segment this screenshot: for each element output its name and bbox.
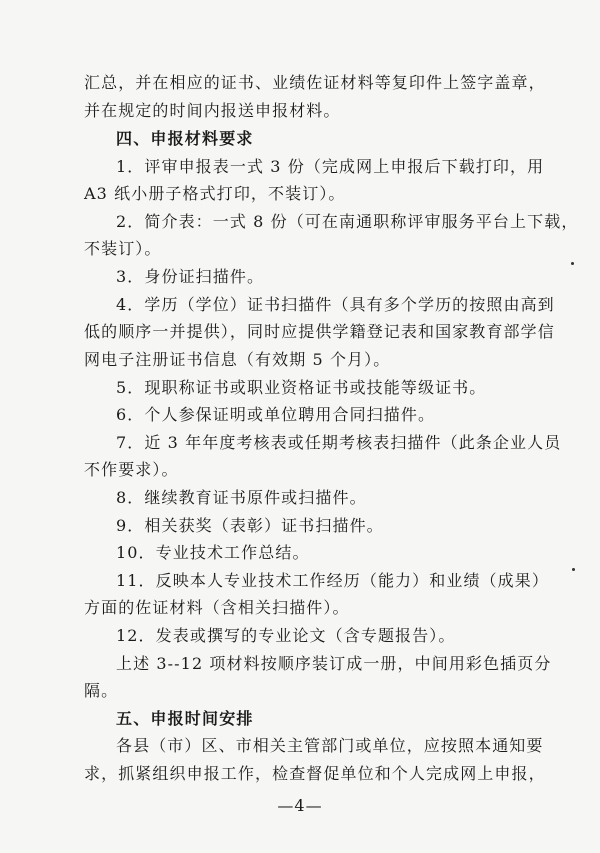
text-line: 并在规定的时间内报送申报材料。 (84, 101, 341, 120)
list-item-7: 7．近 3 年年度考核表或任期考核表扫描件（此条企业人员 (116, 433, 562, 452)
text-line: 求，抓紧组织申报工作，检查督促单位和个人完成网上申报， (84, 764, 546, 783)
section-heading-4: 四、申报材料要求 (116, 129, 254, 148)
list-item-4: 4．学历（学位）证书扫描件（具有多个学历的按照由高到 (116, 295, 555, 314)
text-line: 方面的佐证材料（含相关扫描件）。 (84, 598, 350, 617)
list-item-1: 1．评审申报表一式 3 份（完成网上申报后下载打印，用 (116, 157, 545, 176)
text-line: A3 纸小册子格式打印，不装订）。 (84, 184, 346, 203)
text-line: 不作要求）。 (84, 460, 179, 479)
text-line: 不装订）。 (84, 239, 162, 258)
list-item-3: 3．身份证扫描件。 (116, 267, 265, 286)
scan-speck (571, 262, 574, 265)
scan-speck (572, 568, 575, 571)
page-number: —4— (277, 796, 323, 815)
list-item-12: 12．发表或撰写的专业论文（含专题报告）。 (116, 626, 456, 645)
list-item-8: 8．继续教育证书原件或扫描件。 (116, 488, 367, 507)
list-item-9: 9．相关获奖（表彰）证书扫描件。 (116, 516, 384, 535)
summary-line: 上述 3--12 项材料按顺序装订成一册，中间用彩色插页分 (116, 654, 552, 673)
list-item-5: 5．现职称证书或职业资格证书或技能等级证书。 (116, 378, 487, 397)
list-item-11: 11．反映本人专业技术工作经历（能力）和业绩（成果） (116, 571, 549, 590)
list-item-6: 6．个人参保证明或单位聘用合同扫描件。 (116, 405, 436, 424)
text-line: 各县（市）区、市相关主管部门或单位，应按照本通知要 (116, 736, 544, 755)
section-heading-5: 五、申报时间安排 (116, 709, 254, 728)
text-line: 网电子注册证书信息（有效期 5 个月）。 (84, 350, 391, 369)
text-line: 汇总，并在相应的证书、业绩佐证材料等复印件上签字盖章， (84, 73, 546, 92)
list-item-2: 2．简介表：一式 8 份（可在南通职称评审服务平台上下载， (116, 212, 579, 231)
text-line: 隔。 (84, 681, 119, 700)
list-item-10: 10．专业技术工作总结。 (116, 543, 310, 562)
text-line: 低的顺序一并提供），同时应提供学籍登记表和国家教育部学信 (84, 322, 555, 341)
